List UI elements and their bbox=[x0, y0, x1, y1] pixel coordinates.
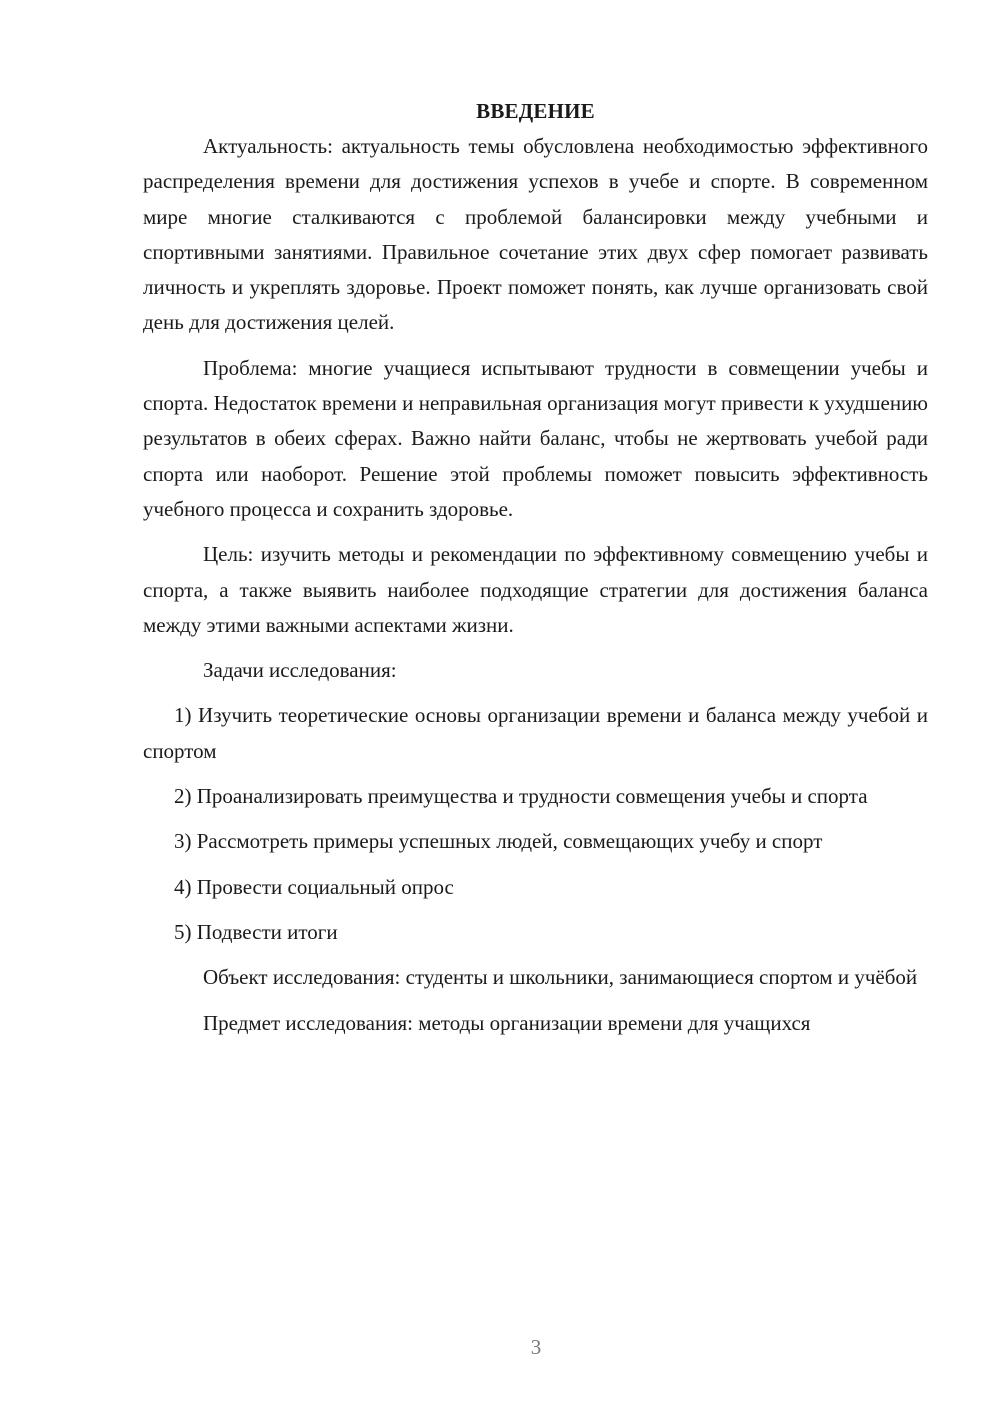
task-item-3: 3) Рассмотреть примеры успешных людей, совмещающих учебу и спорт bbox=[174, 829, 823, 854]
task-item-4: 4) Провести социальный опрос bbox=[174, 874, 454, 899]
page-number: 3 bbox=[530, 1335, 542, 1359]
page-content bbox=[143, 96, 928, 1041]
task-item-1: 1) Изучить теоретические основы организации времени и баланса между учебой и спортом bbox=[143, 703, 928, 763]
goal-paragraph: Цель: изучить методы и рекомендации по эффективному совмещению учебы и спорта, а также выявить наиболее подходящие стратегии для достижения баланса между этими важными аспектами жизни. bbox=[143, 542, 928, 637]
task-item-5: 5) Подвести итоги bbox=[174, 919, 338, 944]
object-paragraph: Объект исследования: студенты и школьники, занимающиеся спортом и учёбой bbox=[203, 965, 918, 990]
task-item-2: 2) Проанализировать преимущества и трудности совмещения учебы и спорта bbox=[174, 784, 868, 809]
relevance-paragraph: Актуальность: актуальность темы обусловлена необходимостью эффективного распределения времени для достижения успехов в учебе и спорте. В современном мире многие сталкиваются с проблемой балансировки между учебными и спортивными занятиями. Правильное сочетание этих двух сфер помогает развивать личность и укреплять здоровье. Проект поможет понять, как лучше организовать свой день для достижения целей. bbox=[143, 134, 928, 335]
tasks-heading: Задачи исследования: bbox=[203, 658, 397, 683]
subject-paragraph: Предмет исследования: методы организации времени для учащихся bbox=[203, 1010, 811, 1035]
section-heading: ВВЕДЕНИЕ bbox=[476, 99, 595, 123]
problem-paragraph: Проблема: многие учащиеся испытывают трудности в совмещении учебы и спорта. Недостаток времени и неправильная организация могут привести к ухудшению результатов в обеих сферах. Важно найти баланс, чтобы не жертвовать учебой ради спорта или наоборот. Решение этой проблемы поможет повысить эффективность учебного процесса и сохранить здоровье. bbox=[143, 355, 928, 521]
